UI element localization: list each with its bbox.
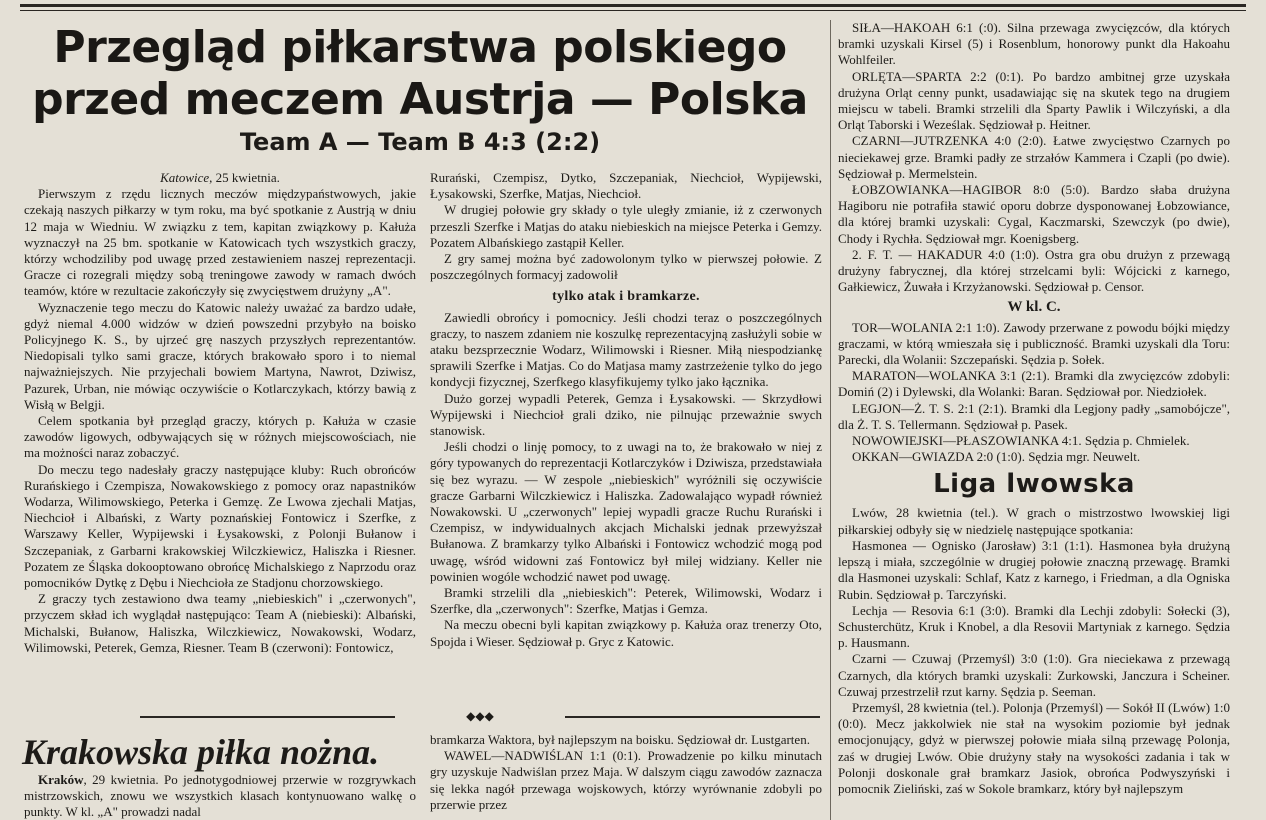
dateline-place: Katowice	[160, 170, 210, 185]
result-item: TOR—WOLANIA 2:1 1:0). Zawody przerwane z powodu bójki między graczami, w którą wmieszała się i publiczność. Bramki uzyskali dla Toru: Parecki, dla Wolanii: Szczepański. Sędzia p. Sołek.	[838, 319, 1230, 368]
paragraph: Z gry samej można być zadowolonym tylko w pierwszej połowie. Z poszczególnych formacyj zadowolił	[430, 251, 822, 283]
result-item: Lechja — Resovia 6:1 (3:0). Bramki dla Lechji zdobyli: Sołecki (3), Schusterchütz, Kruk i Knobel, a dla Resovii Martyniak z karnego. Sędzia p. Hausmann.	[838, 602, 1230, 651]
krakow-heading: Krakowska piłka nożna.	[22, 732, 380, 772]
subheading: tylko atak i bramkarze.	[552, 289, 700, 305]
result-item: CZARNI—JUTRZENKA 4:0 (2:0). Łatwe zwycięstwo Czarnych po nieciekawej grze. Bramki padły ze strzałów Kammera i Czapli (po dwie). Sędziował p. Mermelstein.	[838, 133, 1230, 181]
column-separator	[830, 20, 831, 820]
paragraph: Celem spotkania był przegląd graczy, których p. Kałuża w czasie zawodów ligowych, odbywających się w różnych miejscowościach, nie ma możności naraz zobaczyć.	[24, 413, 416, 461]
krakow-column-2	[430, 732, 822, 820]
result-item: ORLĘTA—SPARTA 2:2 (0:1). Po bardzo ambitnej grze uzyskała drużyna Orląt cenny punkt, usadawiając się na skutek tego na drugiem miejscu w tabeli. Bramki strzelili dla Sparty Pawlik i Wilczyński, a dla Orląt Taborski i Weześlak. Sędziował p. Heitner.	[838, 68, 1230, 133]
dateline-date: , 25 kwietnia.	[209, 170, 280, 185]
result-item: Hasmonea — Ognisko (Jarosław) 3:1 (1:1). Hasmonea była drużyną lepszą i miała, szczególnie w drugiej połowie znaczną przewagę. Bramki dla Hasmonei uzyskali: Schlaf, Katz z karnego, i Friedman, a dla Ogniska Rubin. Sędziował p. Tarczyński.	[838, 537, 1230, 602]
paragraph: bramkarza Waktora, był najlepszym na boisku. Sędziował dr. Lustgarten.	[430, 732, 810, 747]
paragraph: Lwów, 28 kwietnia (tel.). W grach o mistrzostwo lwowskiej ligi piłkarskiej odbyły się w niedzielę następujące spotkania:	[838, 505, 1230, 537]
result-item: 2. F. T. — HAKADUR 4:0 (1:0). Ostra gra obu drużyn z przewagą drużyny fabrycznej, dla której strzelcami byli: Wójcicki z karnego, Gałkiewicz, Żuwała i Krzyżanowski. Sędziował p. Censor.	[838, 246, 1230, 295]
article-column-1	[24, 170, 416, 710]
result-item: Czarni — Czuwaj (Przemyśl) 3:0 (1:0). Gra nieciekawa z przewagą Czarnych, dla których bramki uzyskali: Zurkowski, Janczura i Scheiner. Czuwaj przestrzelił rzut karny. Sędzia p. Seeman.	[838, 651, 1230, 699]
paragraph: Z graczy tych zestawiono dwa teamy „niebieskich" i „czerwonych", przyczem skład ich wyglądał następująco: Team A (niebieski): Albański, Michalski, Bułanow, Haliszka, Wilczkiewicz, Nowakowski, Wodarz, Wilimowski, Peterek, Gemza, Riesner. Team B (czerwoni): Fontowicz,	[24, 591, 416, 655]
result-item: OKKAN—GWIAZDA 2:0 (1:0). Sędzia mgr. Neuwelt.	[852, 449, 1141, 465]
paragraph: Wyznaczenie tego meczu do Katowic należy uważać za bardzo udałe, gdyż niemal 4.000 widzów w dzień powszedni przybyło na boisko Policyjnego K. S., by ujrzeć grę naszych przyszłych reprezentantów. Niedopisali tylko sami gracze, których brakowało sporo i to niemal najważniejszych. Nie przyjechali bowiem Martyna, Nawrot, Dziwisz, Pazurek, Urban, nie mówiąc oczywiście o Kotlarczykach, którzy bawią z Wisłą w Belgji.	[24, 299, 416, 412]
results-column	[838, 20, 1230, 820]
dateline	[24, 170, 416, 186]
top-rule	[20, 4, 1246, 7]
paragraph: Jeśli chodzi o linję pomocy, to z uwagi na to, że brakowało w niej z góry typowanych do reprezentacji Kotlarczyków i Dziwisza, przedstawiała się bez wyrazu. — W zespole „niebieskich" wyróżnili się oczywiście gracze Garbarni Wilczkiewicz i Haliszka. Zadowalająco wypadł również Nowakowski. U „czerwonych" lepiej wypadli gracze Ruchu Rurański i Czempisz, w indywidualnych akcjach Michalski jednak przewyższał Bułanowa. Z bramkarzy tylko Albański i Fontowicz wchodzić mogą pod uwagę, wśród widowni zaś Fontowicz był milej widziany. Keller nie powinien wogóle wchodzić nawet pod uwagę.	[430, 439, 822, 584]
result-item: SIŁA—HAKOAH 6:1 (:0). Silna przewaga zwycięzców, dla których bramki uzyskali Kirsel (5) i Rosenblum, honorowy punkt dla Hakoahu Wohlfeiler.	[838, 20, 1230, 68]
article-column-2	[430, 170, 822, 710]
paragraph: Rurański, Czempisz, Dytko, Szczepaniak, Niechcioł, Wypijewski, Łysakowski, Szerfke, Matjas, Niechcioł.	[430, 170, 822, 202]
paragraph	[24, 772, 416, 820]
krakow-lead-text: , 29 kwietnia. Po jednotygodniowej przerwie w rozgrywkach mistrzowskich, znowu we wszystkich klasach kontynuowano walkę o punkty. W kl. „A" prowadzi nadal	[24, 772, 416, 820]
result-item: MARATON—WOLANKA 3:1 (2:1). Bramki dla zwycięzców zdobyli: Domiń (2) i Dylewski, dla Wolanki: Baran. Sędziował por. Niedziołek.	[838, 368, 1230, 400]
paragraph: Pierwszym z rzędu licznych meczów międzypaństwowych, jakie czekają naszych piłkarzy w tym roku, ma być spotkanie z Austrją w dniu 12 maja w Wiedniu. W związku z tem, kapitan związkowy p. Kałuża wyznaczył na 25 bm. spotkanie w Katowicach tych wszystkich graczy, którzy wchodziliby pod uwagę przed zestawieniem naszej reprezentacji. Gracze ci rozegrali między sobą treningowe zawody w ramach dwóch teamów, które w rezultacie zakończyły się zwycięstwem drużyny „A".	[24, 186, 416, 299]
section-heading-class-c: W kl. C.	[1007, 299, 1061, 316]
paragraph: W drugiej połowie gry składy o tyle uległy zmianie, iż z czerwonych przeszli Szerfke i Matjas do ataku niebieskich na miejsce Peterka i Gemzy. Pozatem Albańskiego zastąpił Keller.	[430, 202, 822, 250]
result-item: ŁOBZOWIANKA—HAGIBOR 8:0 (5:0). Bardzo słaba drużyna Hagiboru nie potrafiła stawić oporu dobrze dysponowanej Łobzowiance, dla której bramki uzyskali: Cygal, Kaczmarski, Szewczyk (po dwie), Chody i Rychła. Sędziował mgr. Koenigsberg.	[838, 182, 1230, 246]
krakow-column-1	[24, 772, 416, 820]
top-rule-thin	[20, 10, 1246, 11]
result-item: Przemyśl, 28 kwietnia (tel.). Polonja (Przemyśl) — Sokół II (Lwów) 1:0 (0:0). Mecz jakkolwiek nie stał na wysokim poziomie był jednak emocjonujący, gdyż w pierwszej połowie miała silną przewagę Polonja, zaś w drugiej Lwów. Obie drużyny stały na wysokości zadania i tak w Polonji doskonale grał bramkarz Jasiok, obrońca Podwyszyński i pomocnik Zieliński, zaś w Sokole bramkarz, który był najlepszym	[838, 699, 1230, 796]
paragraph: Dużo gorzej wypadli Peterek, Gemza i Łysakowski. — Skrzydłowi Wypijewski i Niechcioł grali dziko, nie pilnując przeważnie swych stanowisk.	[430, 390, 822, 439]
headline-line-1: Przegląd piłkarstwa polskiego	[53, 22, 787, 73]
divider-line-right	[565, 716, 820, 718]
paragraph: Do meczu tego nadesłały graczy następujące kluby: Ruch obrońców Rurańskiego i Czempisza, Nowakowskiego z pomocy oraz napastników Wodarza, Wilimowskiego, Peterka i Gemzę. Ze Lwowa zjechali Matjas, Niechcioł i Albański, z Warty poznańskiej Fontowicz i Szerfke, z Warszawy Keller, Wypijewski i Łysakowski, z Polonji Bułanow i Szczepaniak, z Garbarni krakowskiej Wilczkiewicz, Haliszka i Riesner. Pozatem ze Śląska dokooptowano obrońcę Michalskiego z Naprzodu oraz pomocników Dytkę z Dębu i Niechcioła ze Stadjonu chorzowskiego.	[24, 461, 416, 591]
headline-line-2: przed meczem Austrja — Polska	[32, 74, 808, 125]
divider-ornament: ◆◆◆	[466, 709, 494, 723]
result-item: NOWOWIEJSKI—PŁASZOWIANKA 4:1. Sędzia p. Chmielek.	[852, 433, 1190, 449]
result-item: LEGJON—Ż. T. S. 2:1 (2:1). Bramki dla Legjony padły „samobójcze", dla Ż. T. S. Tellermann. Sędziował p. Pasek.	[838, 400, 1230, 432]
krakow-lead: Kraków	[38, 772, 84, 787]
paragraph: Zawiedli obrońcy i pomocnicy. Jeśli chodzi teraz o poszczególnych graczy, to naszem zdaniem nie koszulkę reprezentacyjną zasłużyli sobie w ataku bezsprzecznie Wodarz, Wilimowski i Riesner. Miłą niespodziankę sprawili Szerfke i Matjas. Co do Matjasa mamy zastrzeżenie tylko do jego kondycji fizycznej, Szerfkego klasyfikujemy tylko jako łącznika.	[430, 309, 822, 390]
paragraph: Bramki strzelili dla „niebieskich": Peterek, Wilimowski, Wodarz i Szerfke, dla „czerwonych": Szerfke, Matjas i Gemza.	[430, 585, 822, 617]
match-score-heading: Team A — Team B 4:3 (2:2)	[239, 128, 601, 156]
paragraph: Na meczu obecni byli kapitan związkowy p. Kałuża oraz trenerzy Oto, Spojda i Wieser. Sędziował p. Gryc z Katowic.	[430, 617, 822, 649]
section-divider	[140, 709, 820, 723]
liga-lwowska-heading: Liga lwowska	[933, 469, 1135, 500]
result-item: WAWEL—NADWIŚLAN 1:1 (0:1). Prowadzenie po kilku minutach gry uzyskuje Nadwiślan przez Maja. W dalszym ciągu zawodów zaznacza się lekka nagół przewaga wojskowych, którzy wyrównanie zdobyli po przerwie przez	[430, 748, 822, 812]
